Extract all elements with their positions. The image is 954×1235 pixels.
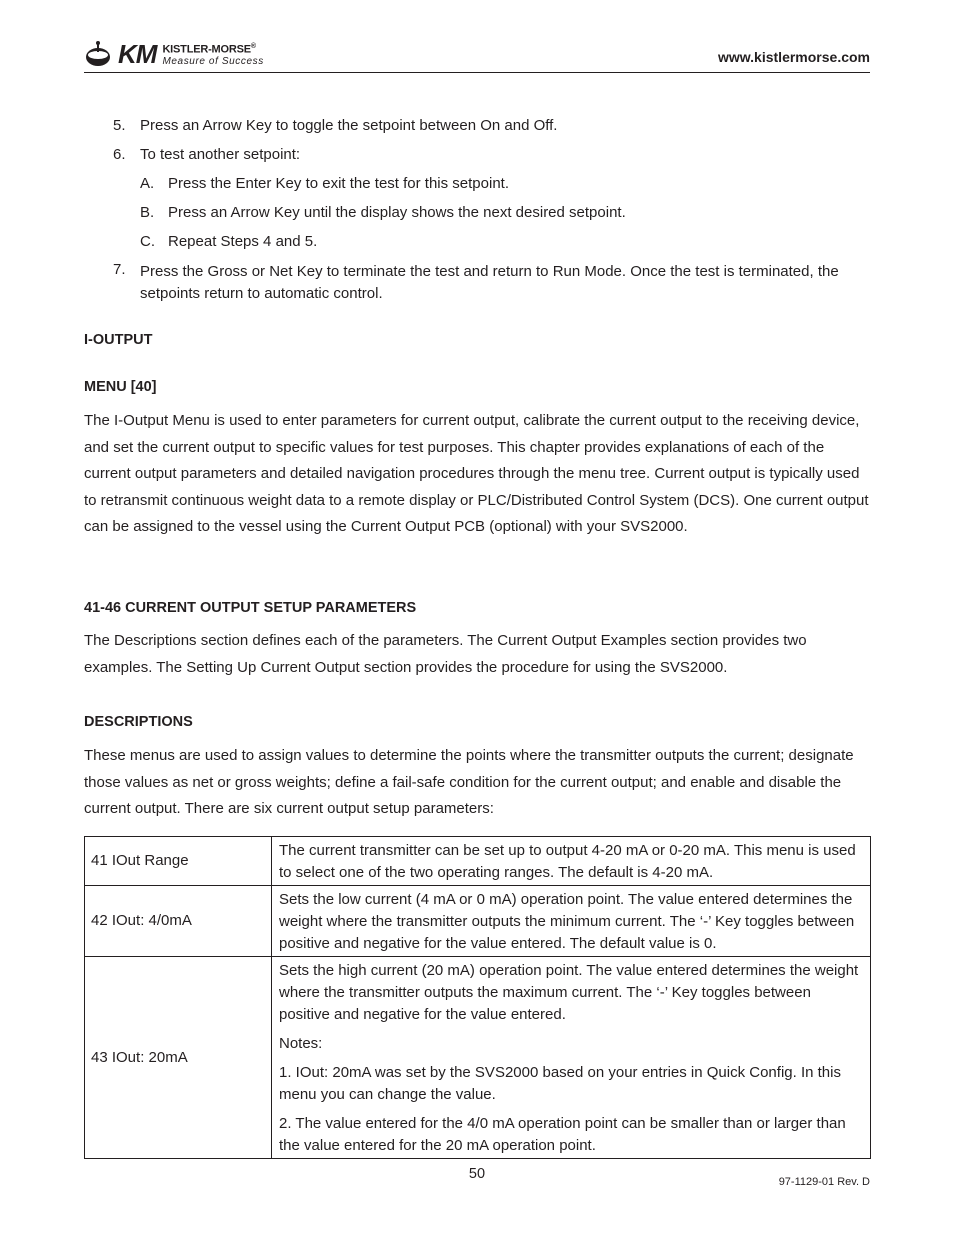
descriptions-paragraph: These menus are used to assign values to determine the points where the transmitter outputs the current; designate those values as net or gross weights; define a fail-safe condition for the current output; and enable and disable the current output. There are six current output setup parameters: [84, 747, 854, 817]
table-row [85, 837, 871, 886]
logo-emblem-icon [84, 40, 112, 68]
parameter-name: 41 IOut Range [85, 837, 272, 886]
section-heading: DESCRIPTIONS [84, 714, 193, 730]
brand-name: KISTLER-MORSE® [162, 43, 256, 56]
brand-tagline: Measure of Success [162, 55, 264, 67]
logo-letters: KM [118, 38, 157, 69]
setup-paragraph: The Descriptions section defines each of the parameters. The Current Output Examples section provides two examples. The Setting Up Current Output section provides the procedure for using the SVS2000. [84, 632, 807, 676]
table-row [85, 886, 871, 957]
parameter-name: 42 IOut: 4/0mA [85, 886, 272, 957]
parameter-description: The current transmitter can be set up to output 4-20 mA or 0-20 mA. This menu is used to select one of the two operating ranges. The default is 4-20 mA. [272, 837, 871, 886]
section-heading: 41-46 CURRENT OUTPUT SETUP PARAMETERS [84, 600, 417, 616]
parameter-description: Sets the high current (20 mA) operation point. The value entered determines the weight where the transmitter outputs the maximum current. The ‘-’ Key toggles between positive and negative for the value entered. Notes: 1. IOut: 20mA was set by the SVS2000 based on your entries in Quick Config. In this menu you can change the value. 2. The value entered for the 4/0 mA operation point can be smaller than or larger than the value entered for the 20 mA operation point. [272, 957, 871, 1159]
website-url: www.kistlermorse.com [718, 49, 870, 65]
parameters-table [84, 836, 871, 1159]
section-heading: MENU [40] [84, 379, 157, 395]
parameter-description: Sets the low current (4 mA or 0 mA) operation point. The value entered determines the weight where the transmitter outputs the minimum current. The ‘-’ Key toggles between positive and negative for the value entered. The default value is 0. [272, 886, 871, 957]
parameter-name: 43 IOut: 20mA [85, 957, 272, 1159]
intro-paragraph: The I-Output Menu is used to enter parameters for current output, calibrate the current output to the receiving device, and set the current output to specific values for test purposes. This chapter provides explanations of each of the current output parameters and detailed navigation procedures through the menu tree. Current output is typically used to retransmit continuous weight data to a remote display or PLC/Distributed Control System (DCS). One current output can be assigned to the vessel using the Current Output PCB (optional) with your SVS2000. [84, 412, 869, 535]
section-heading: I-OUTPUT [84, 332, 153, 348]
document-number: 97-1129-01 Rev. D [778, 1176, 870, 1188]
company-logo [84, 38, 264, 70]
table-row [85, 957, 871, 1159]
page-number: 50 [468, 1166, 486, 1182]
page-header [84, 38, 870, 73]
